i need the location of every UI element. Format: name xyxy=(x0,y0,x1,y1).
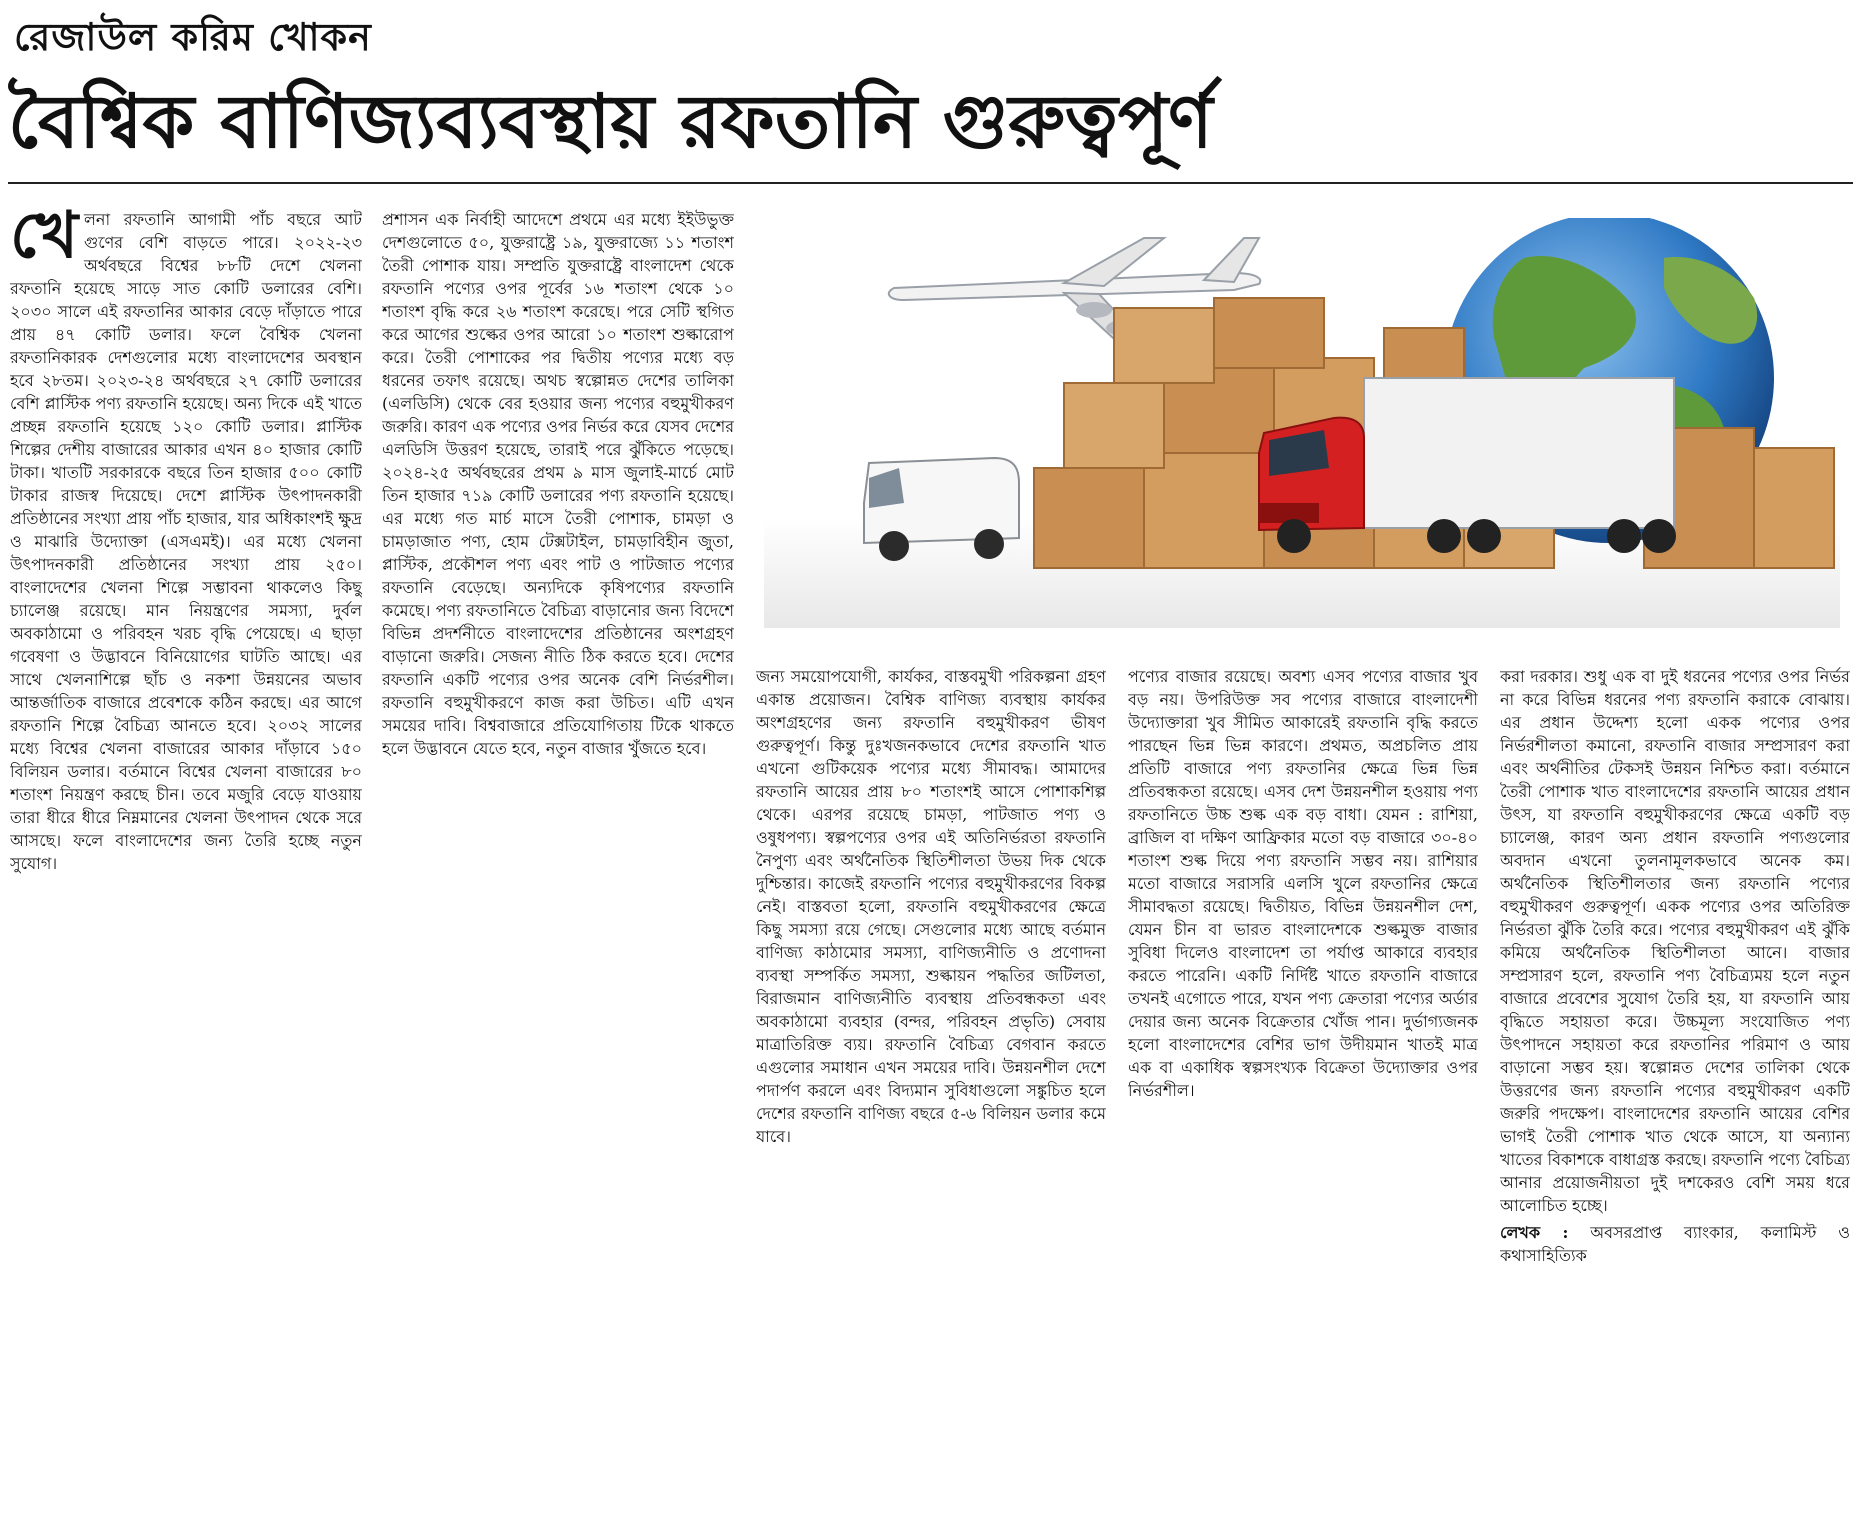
article-column-2 xyxy=(382,208,734,1518)
headline: বৈশ্বিক বাণিজ্যব্যবস্থায় রফতানি গুরুত্বপূর্ণ xyxy=(8,79,1213,165)
author-label: লেখক : xyxy=(1500,1223,1569,1242)
export-illustration-svg xyxy=(764,218,1840,628)
column-text: লনা রফতানি আগামী পাঁচ বছরে আট গুণের বেশি বাড়তে পারে। ২০২২-২৩ অর্থবছরে বিশ্বের ৮৮টি দেশে খেলনা রফতানি হয়েছে সাড়ে সাত কোটি ডলারের বেশি। ২০৩০ সালে এই রফতানির আকার বেড়ে দাঁড়াতে পারে প্রায় ৪৭ কোটি ডলার। ফলে বৈশ্বিক খেলনা রফতানিকারক দেশগুলোর মধ্যে বাংলাদেশের অবস্থান হবে ২৮তম। ২০২৩-২৪ অর্থবছরে ২৭ কোটি ডলারের বেশি প্লাস্টিক পণ্য রফতানি হয়েছে। অন্য দিকে এই খাতে প্রচ্ছন্ন রফতানি হয়েছে ১২০ কোটি ডলার। প্লাস্টিক শিল্পের দেশীয় বাজারের আকার এখন ৪০ হাজার কোটি টাকা। খাতটি সরকারকে বছরে তিন হাজার ৫০০ কোটি টাকার রাজস্ব দিয়েছে। দেশে প্লাস্টিক উৎপাদনকারী প্রতিষ্ঠানের সংখ্যা প্রায় পাঁচ হাজার, যার অধিকাংশই ক্ষুদ্র ও মাঝারি উদ্যোক্তা (এসএমই)। এর মধ্যে খেলনা উৎপাদনকারী প্রতিষ্ঠানের সংখ্যা প্রায় ২৫০। বাংলাদেশের খেলনা শিল্পে সম্ভাবনা থাকলেও কিছু চ্যালেঞ্জ রয়েছে। মান নিয়ন্ত্রণের সমস্যা, দুর্বল অবকাঠামো ও পরিবহন খরচ বৃদ্ধি পেয়েছে। এ ছাড়া গবেষণা ও উদ্ভাবনে বিনিয়োগের ঘাটতি আছে। এর সাথে খেলনাশিল্পে ছাঁচ ও নকশা উন্নয়নের অভাব আন্তর্জাতিক বাজারে প্রবেশকে কঠিন করছে। এর আগে রফতানি শিল্পে বৈচিত্র্য আনতে হবে। ২০৩২ সালের মধ্যে বিশ্বের খেলনা বাজারের আকার দাঁড়াবে ১৫০ বিলিয়ন ডলার। বর্তমানে বিশ্বের খেলনা বাজারের ৮০ শতাংশ নিয়ন্ত্রণ করছে চীন। তবে মজুরি বেড়ে যাওয়ায় তারা ধীরে ধীরে নিম্নমানের খেলনা উৎপাদন থেকে সরে আসছে। ফলে বাংলাদেশের জন্য তৈরি হচ্ছে নতুন সুযোগ। xyxy=(10,210,362,873)
article-column-3 xyxy=(756,665,1106,1520)
article-illustration xyxy=(764,218,1840,628)
column-text: পণ্যের বাজার রয়েছে। অবশ্য এসব পণ্যের বাজার খুব বড় নয়। উপরিউক্ত সব পণ্যের বাজারে বাংলাদেশী উদ্যোক্তারা খুব সীমিত আকারেই রফতানি বৃদ্ধি করতে পারছেন ভিন্ন ভিন্ন কারণে। প্রথমত, অপ্রচলিত প্রায় প্রতিটি বাজারে পণ্য রফতানির ক্ষেত্রে ভিন্ন ভিন্ন প্রতিবন্ধকতা রয়েছে। এসব দেশ উন্নয়নশীল হওয়ায় পণ্য রফতানিতে উচ্চ শুল্ক এক বড় বাধা। যেমন : রাশিয়া, ব্রাজিল বা দক্ষিণ আফ্রিকার মতো বড় বাজারে ৩০-৪০ শতাংশ শুল্ক দিয়ে পণ্য রফতানি সম্ভব নয়। রাশিয়ার মতো বাজারে সরাসরি এলসি খুলে রফতানির ক্ষেত্রে সীমাবদ্ধতা রয়েছে। দ্বিতীয়ত, বিভিন্ন উন্নয়নশীল দেশ, যেমন চীন বা ভারত বাংলাদেশকে শুল্কমুক্ত বাজার সুবিধা দিলেও বাংলাদেশ তা পর্যাপ্ত আকারে ব্যবহার করতে পারেনি। একটি নির্দিষ্ট খাতে রফতানি বাজারে তখনই এগোতে পারে, যখন পণ্য ক্রেতারা পণ্যের অর্ডার দেয়ার জন্য অনেক বিক্রেতার খোঁজ পান। দুর্ভাগ্যজনক হলো বাংলাদেশের বেশির ভাগ উদীয়মান খাতই মাত্র এক বা একাধিক স্বল্পসংখ্যক বিক্রেতা উদ্যোক্তার ওপর নির্ভরশীল। xyxy=(1128,667,1478,1100)
column-text: প্রশাসন এক নির্বাহী আদেশে প্রথমে এর মধ্যে ইইউভুক্ত দেশগুলোতে ৫০, যুক্তরাষ্ট্রে ১৯, যুক্তরাজ্যে ১১ শতাংশ তৈরী পোশাক যায়। সম্প্রতি যুক্তরাষ্ট্রে বাংলাদেশ থেকে রফতানি পণ্যের ওপর পূর্বের ১৬ শতাংশ থেকে ১০ শতাংশ বৃদ্ধি করে ২৬ শতাংশ করেছে। পরে সেটি স্থগিত করে আগের শুল্কের ওপর আরো ১০ শতাংশ শুল্কারোপ করে। তৈরী পোশাকের পর দ্বিতীয় পণ্যের মধ্যে বড় ধরনের তফাৎ রয়েছে। অথচ স্বল্পোন্নত দেশের তালিকা (এলডিসি) থেকে বের হওয়ার জন্য পণ্যের বহুমুখীকরণ জরুরি। কারণ এক পণ্যের ওপর নির্ভর করে যেসব দেশের এলডিসি উত্তরণ হয়েছে, তারাই পরে ঝুঁকিতে পড়েছে। ২০২৪-২৫ অর্থবছরের প্রথম ৯ মাস জুলাই-মার্চে মোট তিন হাজার ৭১৯ কোটি ডলারের পণ্য রফতানি হয়েছে। এর মধ্যে গত মার্চ মাসে তৈরী পোশাক, চামড়া ও চামড়াজাত পণ্য, হোম টেক্সটাইল, চামড়াবিহীন জুতা, প্লাস্টিক, প্রকৌশল পণ্য এবং পাট ও পাটজাত পণ্যের রফতানি বেড়েছে। অন্যদিকে কৃষিপণ্যের রফতানি কমেছে। পণ্য রফতানিতে বৈচিত্র্য বাড়ানোর জন্য বিদেশে বিভিন্ন প্রদর্শনীতে বাংলাদেশের প্রতিষ্ঠানের অংশগ্রহণ বাড়ানো জরুরি। সেজন্য নীতি ঠিক করতে হবে। দেশের রফতানি একটি পণ্যের ওপর অনেক বেশি নির্ভরশীল। রফতানি বহুমুখীকরণে কাজ করা উচিত। এটি এখন সময়ের দাবি। বিশ্ববাজারে প্রতিযোগিতায় টিকে থাকতে হলে উদ্ভাবনে যেতে হবে, নতুন বাজার খুঁজতে হবে। xyxy=(382,210,734,758)
author-credit xyxy=(1500,1221,1850,1267)
column-text: করা দরকার। শুধু এক বা দুই ধরনের পণ্যের ওপর নির্ভর না করে বিভিন্ন ধরনের পণ্য রফতানি করাকে বোঝায়। এর প্রধান উদ্দেশ্য হলো একক পণ্যের ওপর নির্ভরশীলতা কমানো, রফতানি বাজার সম্প্রসারণ করা এবং অর্থনীতির টেকসই উন্নয়ন নিশ্চিত করা। বর্তমানে তৈরী পোশাক খাত বাংলাদেশের রফতানি আয়ের প্রধান উৎস, যা রফতানি বহুমুখীকরণের ক্ষেত্রে একটি বড় চ্যালেঞ্জ, কারণ অন্য প্রধান রফতানি পণ্যগুলোর অবদান এখনো তুলনামূলকভাবে অনেক কম। অর্থনৈতিক স্থিতিশীলতার জন্য রফতানি পণ্যের বহুমুখীকরণ গুরুত্বপূর্ণ। একক পণ্যের ওপর অতিরিক্ত নির্ভরতা ঝুঁকি তৈরি করে। পণ্যের বহুমুখীকরণ এই ঝুঁকি কমিয়ে অর্থনৈতিক স্থিতিশীলতা আনে। বাজার সম্প্রসারণ হলে, রফতানি পণ্য বৈচিত্র্যময় হলে নতুন বাজারে প্রবেশের সুযোগ তৈরি হয়, যা রফতানি আয় বৃদ্ধিতে সহায়তা করে। উচ্চমূল্য সংযোজিত পণ্য উৎপাদনে সহায়তা করে রফতানির পরিমাণ ও আয় বাড়ানো সম্ভব হয়। স্বল্পোন্নত দেশের তালিকা থেকে উত্তরণের জন্য রফতানি পণ্যের বহুমুখীকরণ একটি জরুরি পদক্ষেপ। বাংলাদেশের রফতানি আয়ের বেশির ভাগই তৈরী পোশাক খাত থেকে আসে, যা অন্যান্য খাতের বিকাশকে বাধাগ্রস্ত করছে। রফতানি পণ্যে বৈচিত্র্য আনার প্রয়োজনীয়তা দুই দশকেরও বেশি সময় ধরে আলোচিত হচ্ছে। xyxy=(1500,667,1850,1215)
article-column-4 xyxy=(1128,665,1478,1520)
article-column-1 xyxy=(10,208,362,1518)
column-text: জন্য সময়োপযোগী, কার্যকর, বাস্তবমুখী পরিকল্পনা গ্রহণ একান্ত প্রয়োজন। বৈশ্বিক বাণিজ্য ব্যবস্থায় কার্যকর অংশগ্রহণের জন্য রফতানি বহুমুখীকরণ ভীষণ গুরুত্বপূর্ণ। কিন্তু দুঃখজনকভাবে দেশের রফতানি খাত এখনো গুটিকয়েক পণ্যের মধ্যে সীমাবদ্ধ। আমাদের রফতানি আয়ের প্রায় ৮০ শতাংশই আসে পোশাকশিল্প থেকে। এরপর রয়েছে চামড়া, পাটজাত পণ্য ও ওষুধপণ্য। স্বল্পপণ্যের ওপর এই অতিনির্ভরতা রফতানি নৈপুণ্য এবং অর্থনৈতিক স্থিতিশীলতা উভয় দিক থেকে দুশ্চিন্তার। কাজেই রফতানি পণ্যের বহুমুখীকরণের বিকল্প নেই। বাস্তবতা হলো, রফতানি বহুমুখীকরণের ক্ষেত্রে কিছু সমস্যা রয়ে গেছে। সেগুলোর মধ্যে আছে বর্তমান বাণিজ্য কাঠামোর সমস্যা, বাণিজ্যনীতি ও প্রণোদনা ব্যবস্থা সম্পর্কিত সমস্যা, শুল্কায়ন পদ্ধতির জটিলতা, বিরাজমান বাণিজ্যনীতি ব্যবস্থায় প্রতিবন্ধকতা এবং অবকাঠামো ব্যবহার (বন্দর, পরিবহন প্রভৃতি) সেবায় মাত্রাতিরিক্ত ব্যয়। রফতানি বৈচিত্র্য বেগবান করতে এগুলোর সমাধান এখন সময়ের দাবি। উন্নয়নশীল দেশে পদার্পণ করলে এবং বিদ্যমান সুবিধাগুলো সঙ্কুচিত হলে দেশের রফতানি বাণিজ্য বছরে ৫-৬ বিলিয়ন ডলার কমে যাবে। xyxy=(756,667,1106,1146)
dropcap: খে xyxy=(10,208,78,273)
headline-rule xyxy=(8,182,1853,184)
article-column-5 xyxy=(1500,665,1850,1520)
byline: রেজাউল করিম খোকন xyxy=(14,15,372,59)
author-note: অবসরপ্রাপ্ত ব্যাংকার, কলামিস্ট ও কথাসাহিত্যিক xyxy=(1500,1223,1850,1265)
